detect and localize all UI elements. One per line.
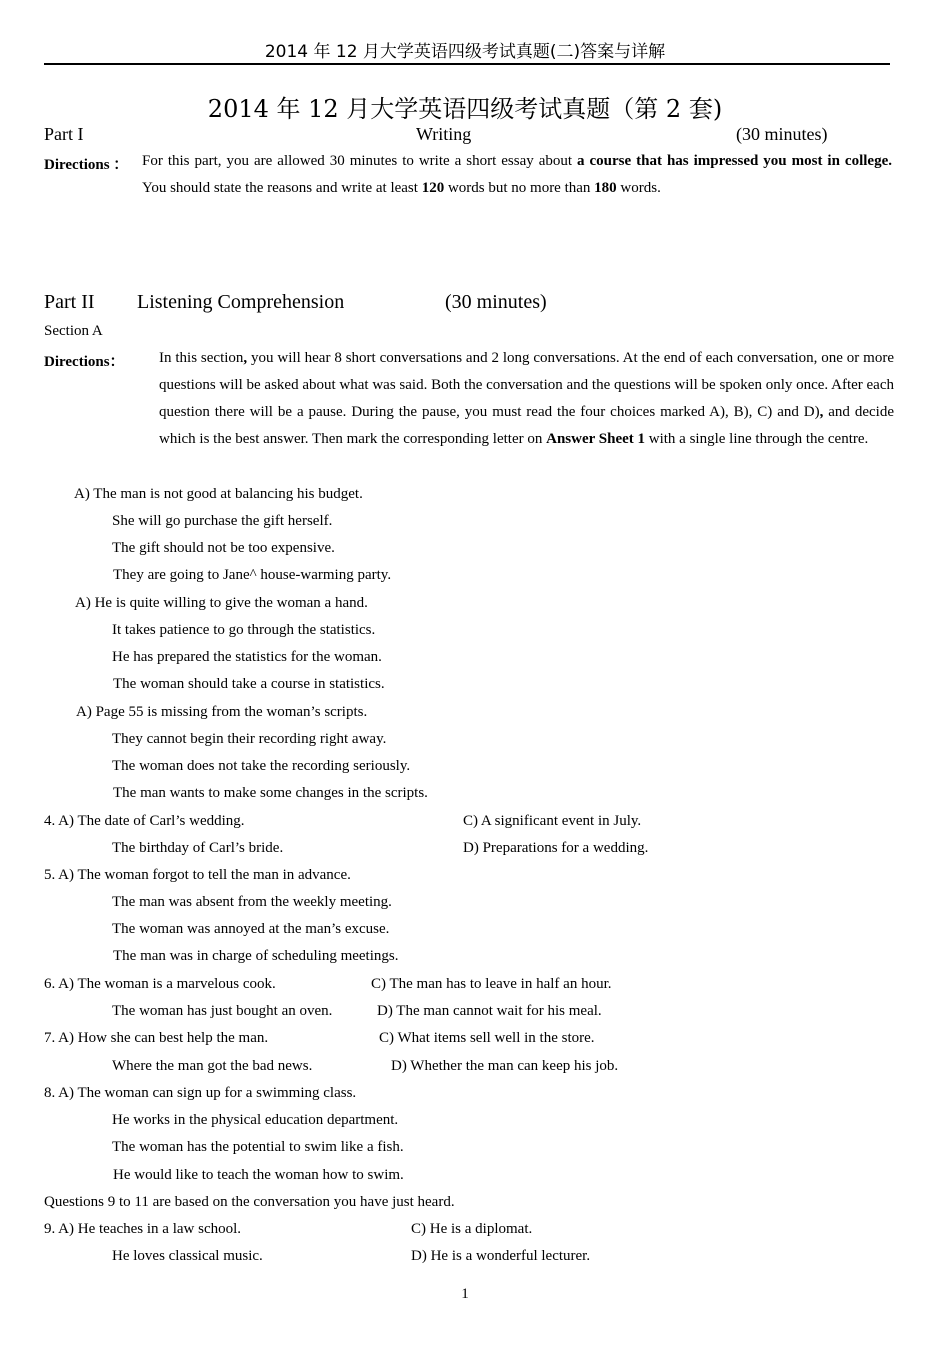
q8-option-c: The woman has the potential to swim like a fish.: [112, 1139, 404, 1155]
part2-label: Part II: [44, 291, 95, 313]
q8-option-b: He works in the physical education department.: [112, 1112, 399, 1128]
q2-option-b: It takes patience to go through the statistics.: [112, 622, 376, 638]
q6-option-d: D) The man cannot wait for his meal.: [377, 1003, 602, 1019]
q1-option-b: She will go purchase the gift herself.: [112, 513, 333, 529]
q8-option-a: 8. A) The woman can sign up for a swimming class.: [44, 1085, 357, 1101]
q7-option-a: 7. A) How she can best help the man.: [44, 1030, 269, 1046]
q5-option-a: 5. A) The woman forgot to tell the man in advance.: [44, 867, 351, 883]
q1-option-a: A) The man is not good at balancing his budget.: [74, 486, 363, 502]
q7-option-b: Where the man got the bad news.: [112, 1058, 313, 1074]
q9-option-a: 9. A) He teaches in a law school.: [44, 1221, 242, 1237]
q1-option-c: The gift should not be too expensive.: [112, 540, 335, 556]
q4-option-b: The birthday of Carl’s bride.: [112, 840, 284, 856]
running-header: 2014 年 12 月大学英语四级考试真题(二)答案与详解: [264, 42, 666, 62]
part1-directions-label: Directions ：: [44, 157, 129, 173]
q3-option-a: A) Page 55 is missing from the woman’s scripts.: [76, 704, 368, 720]
q7-option-d: D) Whether the man can keep his job.: [391, 1058, 619, 1074]
part1-directions-text: For this part, you are allowed 30 minutes to write a short essay about a course that has impressed you most in college. You should state the reasons and write at least 120 words but no more than 180 words.: [142, 153, 892, 196]
part1-time: (30 minutes): [736, 124, 828, 144]
q3-option-c: The woman does not take the recording seriously.: [112, 758, 411, 774]
part2-time: (30 minutes): [445, 291, 547, 313]
q9-option-c: C) He is a diplomat.: [411, 1221, 533, 1237]
q5-option-b: The man was absent from the weekly meeting.: [112, 894, 392, 910]
part1-label: Part I: [44, 124, 84, 144]
q4-option-c: C) A significant event in July.: [463, 813, 642, 829]
page-number: 1: [461, 1286, 469, 1302]
header-rule: [44, 63, 890, 65]
q6-option-c: C) The man has to leave in half an hour.: [371, 976, 612, 992]
part2-directions-text: In this section, you will hear 8 short conversations and 2 long conversations. At the end of each conversation, one or more questions will be asked about what was said. Both the conversation and the questions will be spoken only once. After each question there will be a pause. During the pause, you must read the four choices marked A), B), C) and D), and decide which is the best answer. Then mark the corresponding letter on Answer Sheet 1 with a single line through the centre.: [159, 350, 895, 447]
q2-option-a: A) He is quite willing to give the woman a hand.: [75, 595, 368, 611]
q8-option-d: He would like to teach the woman how to swim.: [113, 1167, 404, 1183]
q2-option-d: The woman should take a course in statistics.: [113, 676, 385, 692]
q5-option-d: The man was in charge of scheduling meetings.: [113, 948, 399, 964]
q4-option-d: D) Preparations for a wedding.: [463, 840, 649, 856]
q1-option-d: They are going to Jane^ house-warming party.: [113, 567, 392, 583]
q3-option-b: They cannot begin their recording right away.: [112, 731, 387, 747]
conversation-intro: Questions 9 to 11 are based on the conversation you have just heard.: [44, 1194, 455, 1210]
part2-name: Listening Comprehension: [137, 291, 345, 313]
part1-name: Writing: [416, 124, 472, 144]
q4-option-a: 4. A) The date of Carl’s wedding.: [44, 813, 245, 829]
q6-option-b: The woman has just bought an oven.: [112, 1003, 333, 1019]
part2-directions-label: Directions：: [44, 354, 125, 370]
q6-option-a: 6. A) The woman is a marvelous cook.: [44, 976, 276, 992]
q3-option-d: The man wants to make some changes in the scripts.: [113, 785, 428, 801]
q2-option-c: He has prepared the statistics for the woman.: [112, 649, 382, 665]
page-title: 2014 年 12 月大学英语四级考试真题（第 2 套): [207, 95, 723, 123]
section-label: Section A: [44, 323, 103, 339]
q5-option-c: The woman was annoyed at the man’s excuse.: [112, 921, 390, 937]
q9-option-d: D) He is a wonderful lecturer.: [411, 1248, 591, 1264]
q7-option-c: C) What items sell well in the store.: [379, 1030, 595, 1046]
q9-option-b: He loves classical music.: [112, 1248, 263, 1264]
